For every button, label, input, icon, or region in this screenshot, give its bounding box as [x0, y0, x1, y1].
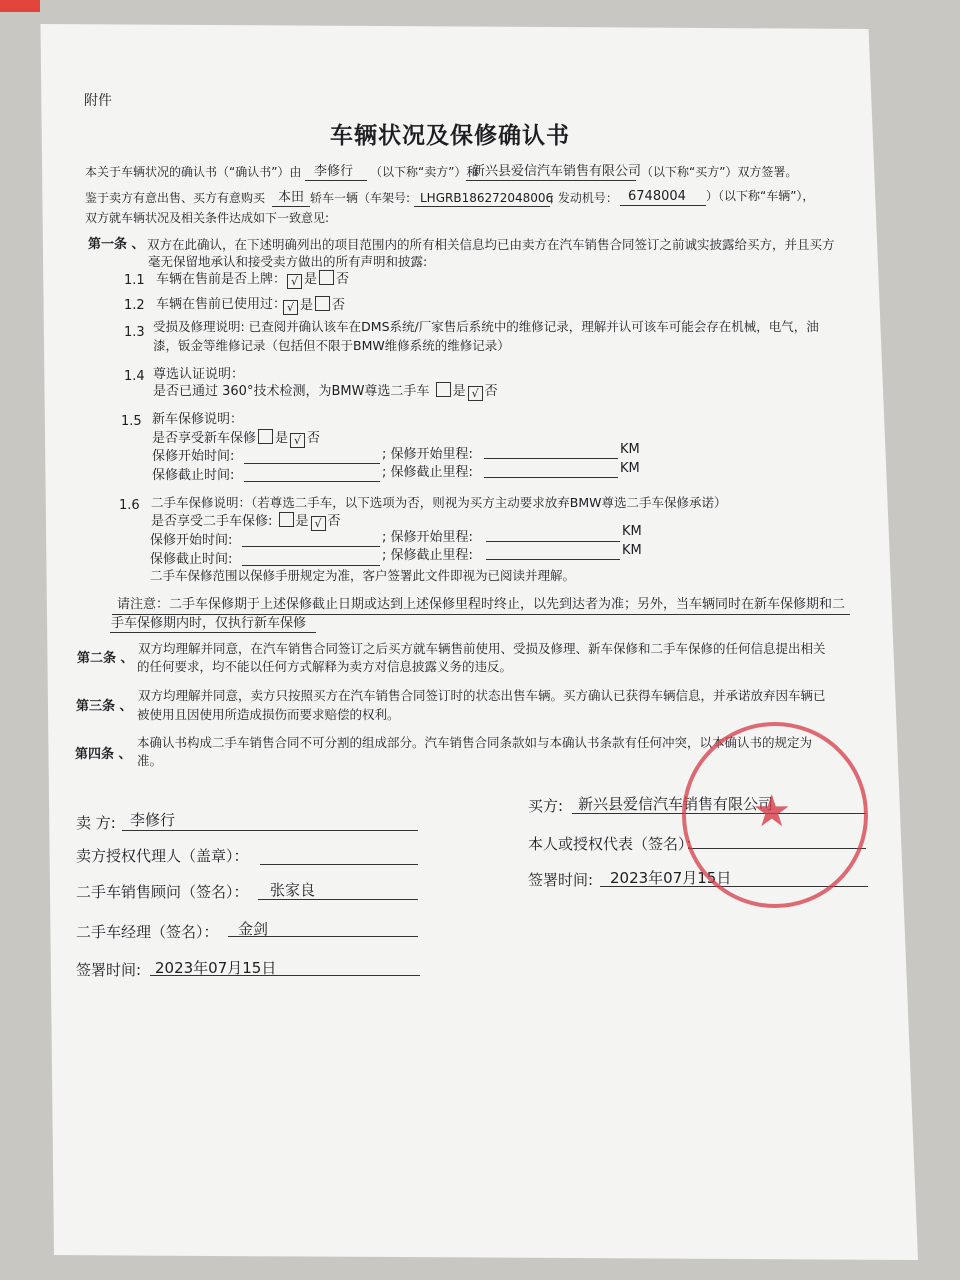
article-2-text: 的任何要求，均不能以任何方式解释为卖方对信息披露义务的违反。 [137, 659, 513, 674]
item-text [153, 382, 498, 401]
item-text: 二手车保修说明：（若尊选二手车，以下选项为否，则视为买方主动要求放弃BMW尊选二手车保修承诺） [151, 495, 727, 510]
seller-name-field: 李修行 [314, 164, 354, 179]
underline [414, 206, 550, 207]
warranty-end-km-field[interactable] [486, 559, 620, 560]
item-number: 1.6 [119, 498, 140, 513]
article-4-text: 准。 [137, 753, 163, 768]
warranty-start-time-field[interactable] [242, 546, 380, 547]
intro-text: （以下称“买方”）双方签署。 [641, 165, 798, 179]
warranty-end-km-label: ; 保修截止里程: [382, 465, 473, 480]
vin-field: LHGRB186272048006 [420, 191, 554, 205]
option-label: 否 [484, 384, 498, 399]
km-unit: KM [620, 442, 640, 457]
buyer-name: 新兴县爱信汽车销售有限公司 [578, 795, 774, 813]
article-3-text: 被使用且因使用所造成损伤而要求赔偿的权利。 [137, 707, 400, 722]
option-label: 是 [452, 384, 466, 399]
item-number: 1.3 [124, 325, 145, 340]
intro-text: 鉴于卖方有意出售、买方有意购买 [85, 191, 266, 205]
warranty-end-time-label: 保修截止时间: [150, 552, 233, 567]
seller-agent-line[interactable] [260, 864, 418, 865]
underline [620, 205, 706, 206]
checkbox-yes[interactable] [258, 429, 273, 444]
buyer-date: 2023年07月15日 [610, 869, 732, 887]
checkbox-yes[interactable] [279, 512, 294, 527]
article-2-label: 第二条 、 [77, 651, 134, 666]
article-3-text: 双方均理解并同意，卖方只按照买方在汽车销售合同签订时的状态出售车辆。买方确认已获得车辆信息，并承诺放弃因车辆已 [138, 688, 826, 703]
option-label: 否 [327, 514, 341, 529]
notice-text: 请注意：二手车保修期于上述保修截止日期或达到上述保修里程时终止，以先到达者为准；另外，当车辆同时在新车保修期和二 [117, 597, 846, 612]
warranty-start-time-label: 保修开始时间: [152, 449, 235, 464]
option-label: 是 [304, 272, 318, 287]
checkbox-yes-checked[interactable]: √ [283, 300, 298, 315]
warranty-start-km-label: ; 保修开始里程: [382, 530, 473, 545]
underline [305, 180, 367, 181]
underline [272, 206, 310, 207]
intro-text: ; 发动机号： [550, 191, 618, 205]
seller-name: 李修行 [130, 811, 176, 829]
warranty-start-km-field[interactable] [484, 458, 618, 459]
buyer-label: 买方: [528, 797, 564, 815]
question-text: 是否享受二手车保修: [151, 514, 273, 529]
checkbox-no[interactable] [319, 270, 334, 285]
warranty-end-time-label: 保修截止时间: [152, 468, 235, 483]
item-text: 受损及修理说明: 已查阅并确认该车在DMS系统/厂家售后系统中的维修记录，理解并认可该车可能会存在机械，电气，油 [153, 319, 819, 334]
checkbox-yes-checked[interactable]: √ [287, 274, 302, 289]
seller-agent-label: 卖方授权代理人（盖章）： [76, 847, 249, 865]
item-text: 漆，钣金等维修记录（包括但不限于BMW维修系统的维修记录） [153, 338, 510, 353]
buyer-rep-label: 本人或授权代表（签名）： [528, 835, 701, 853]
warranty-start-km-label: ; 保修开始里程: [382, 447, 473, 462]
seal-star-icon: ★ [752, 786, 792, 837]
warranty-start-time-label: 保修开始时间: [150, 533, 233, 548]
item-note: 二手车保修范围以保修手册规定为准，客户签署此文件即视为已阅读并理解。 [150, 568, 576, 583]
checkbox-group [281, 296, 345, 315]
consultant-label: 二手车销售顾问（签名）： [76, 883, 249, 901]
background-object [0, 0, 40, 12]
engine-number-field: 6748004 [628, 189, 686, 204]
km-unit: KM [622, 524, 642, 539]
seller-date: 2023年07月15日 [155, 959, 277, 977]
seller-signature-line[interactable] [122, 830, 418, 831]
item-text: 新车保修说明： [152, 412, 244, 427]
km-unit: KM [620, 461, 640, 476]
option-label: 否 [336, 272, 350, 287]
option-label: 否 [307, 431, 321, 446]
option-label: 是 [275, 431, 289, 446]
page-title: 车辆状况及保修确认书 [330, 123, 570, 149]
checkbox-no-checked[interactable]: √ [290, 433, 305, 448]
buyer-date-label: 签署时间: [528, 871, 594, 889]
article-4-label: 第四条 、 [75, 747, 132, 762]
item-text: 车辆在售前已使用过： [156, 297, 287, 312]
warranty-start-time-field[interactable] [244, 463, 380, 464]
seller-label: 卖 方: [76, 814, 116, 832]
checkbox-no-checked[interactable]: √ [468, 386, 483, 401]
warranty-end-time-field[interactable] [242, 565, 380, 566]
warranty-end-km-label: ; 保修截止里程: [382, 548, 473, 563]
seller-date-line[interactable] [150, 975, 420, 976]
item-number: 1.4 [124, 369, 145, 384]
article-1-text: 毫无保留地承认和接受卖方做出的所有声明和披露: [148, 254, 428, 269]
item-text: 尊选认证说明： [153, 367, 245, 382]
option-label: 是 [300, 298, 314, 313]
intro-text: ）（以下称“车辆”）， [706, 189, 815, 203]
item-number: 1.5 [121, 414, 142, 429]
intro-text: （以下称“卖方”）和 [370, 165, 479, 179]
checkbox-no-checked[interactable]: √ [311, 516, 326, 531]
article-4-text: 本确认书构成二手车销售合同不可分割的组成部分。汽车销售合同条款如与本确认书条款有任何冲突，以本确认书的规定为 [137, 735, 813, 750]
notice-text: 手车保修期内时，仅执行新车保修 [111, 616, 307, 631]
item-text [152, 429, 320, 448]
intro-text: 轿车一辆（车架号: [310, 191, 411, 205]
intro-text: 本关于车辆状况的确认书（“确认书”）由 [85, 165, 302, 179]
item-number: 1.2 [124, 298, 145, 313]
annex-label: 附件 [84, 93, 112, 109]
seller-date-label: 签署时间: [76, 961, 142, 979]
warranty-end-km-field[interactable] [484, 477, 618, 478]
option-label: 是 [295, 514, 309, 529]
checkbox-group [285, 270, 349, 289]
article-3-label: 第三条 、 [76, 699, 133, 714]
item-text: 车辆在售前是否上牌： [156, 272, 287, 287]
underline [466, 180, 636, 181]
intro-text: 双方就车辆状况及相关条件达成如下一致意见: [85, 211, 330, 225]
consultant-line[interactable] [258, 899, 418, 900]
question-text: 是否已通过 360°技术检测，为BMW尊选二手车 [153, 384, 430, 399]
checkbox-no[interactable] [315, 296, 330, 311]
brand-field: 本田 [278, 190, 305, 205]
warranty-start-km-field[interactable] [486, 541, 620, 542]
checkbox-yes[interactable] [436, 382, 451, 397]
manager-label: 二手车经理（签名）： [76, 923, 219, 941]
item-text [151, 512, 341, 531]
question-text: 是否享受新车保修 [152, 431, 257, 446]
underline [110, 632, 316, 633]
consultant-signature: 张家良 [270, 881, 316, 899]
buyer-name-field: 新兴县爱信汽车销售有限公司 [472, 164, 642, 179]
option-label: 否 [332, 298, 346, 313]
km-unit: KM [622, 543, 642, 558]
article-1-text: 双方在此确认，在下述明确列出的项目范围内的所有相关信息均已由卖方在汽车销售合同签订之前诚实披露给买方，并且买方 [147, 237, 835, 252]
warranty-end-time-field[interactable] [244, 481, 380, 482]
article-1-label: 第一条 、 [88, 237, 145, 252]
manager-line[interactable] [228, 936, 418, 937]
article-2-text: 双方均理解并同意，在汽车销售合同签订之后买方就车辆售前使用、受损及修理、新车保修和二手车保修的任何信息提出相关 [138, 641, 826, 656]
manager-signature: 金剑 [238, 920, 269, 938]
item-number: 1.1 [124, 273, 145, 288]
